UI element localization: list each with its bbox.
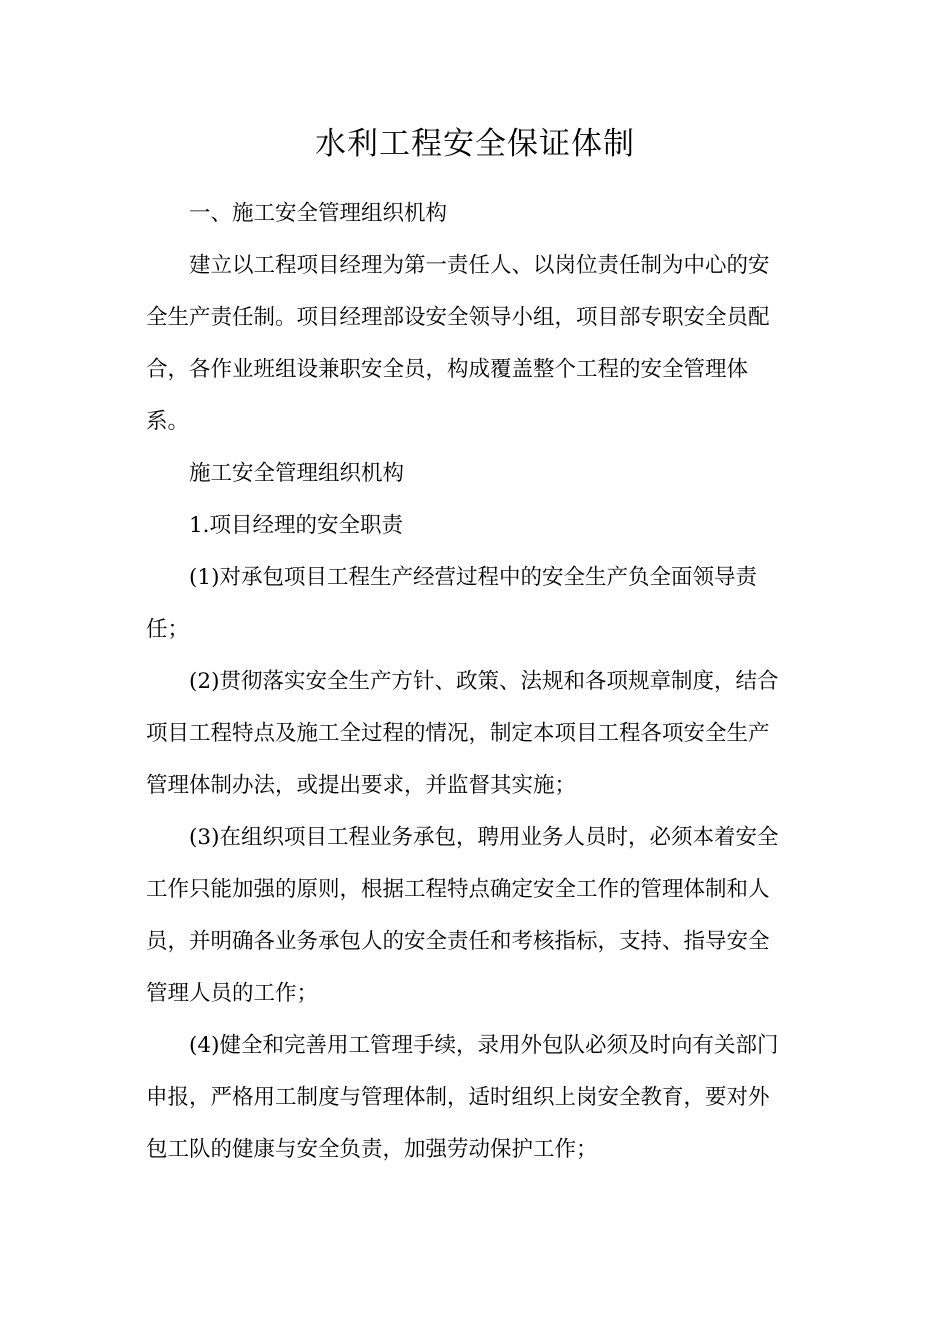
text-line: 项目工程特点及施工全过程的情况，制定本项目工程各项安全生产	[146, 721, 770, 746]
text-line: 任；	[146, 617, 190, 642]
list-item	[146, 1020, 806, 1176]
body-paragraph	[146, 240, 806, 448]
list-item	[146, 812, 806, 1020]
text-line: 1.项目经理的安全职责	[189, 513, 404, 538]
text-line: 管理人员的工作；	[146, 981, 319, 1006]
text-line: 工作只能加强的原则，根据工程特点确定安全工作的管理体制和人	[146, 877, 770, 902]
text-line: 一、施工安全管理组织机构	[189, 201, 448, 226]
list-item	[146, 656, 806, 812]
text-line: 管理体制办法，或提出要求，并监督其实施；	[146, 773, 577, 798]
text-line: 建立以工程项目经理为第一责任人、以岗位责任制为中心的安	[189, 253, 770, 278]
list-item	[146, 552, 806, 656]
body-paragraph	[146, 448, 806, 500]
document-title: 水利工程安全保证体制	[315, 126, 635, 162]
text-line: (1)对承包项目工程生产经营过程中的安全生产负全面领导责	[189, 565, 757, 590]
text-line: (2)贯彻落实安全生产方针、政策、法规和各项规章制度，结合	[189, 669, 779, 694]
text-line: 员，并明确各业务承包人的安全责任和考核指标，支持、指导安全	[146, 929, 770, 954]
text-line: 系。	[146, 409, 190, 434]
text-line: 施工安全管理组织机构	[189, 461, 405, 486]
text-line: (4)健全和完善用工管理手续，录用外包队必须及时向有关部门	[189, 1033, 779, 1058]
document-body	[146, 188, 806, 1176]
text-line: 合，各作业班组设兼职安全员，构成覆盖整个工程的安全管理体	[146, 357, 749, 382]
text-line: 包工队的健康与安全负责，加强劳动保护工作；	[146, 1137, 598, 1162]
text-line: 全生产责任制。项目经理部设安全领导小组，项目部专职安全员配	[146, 305, 770, 330]
section-heading	[146, 188, 806, 240]
text-line: 申报，严格用工制度与管理体制，适时组织上岗安全教育，要对外	[146, 1085, 770, 1110]
text-line: (3)在组织项目工程业务承包，聘用业务人员时，必须本着安全	[189, 825, 779, 850]
subheading	[146, 500, 806, 552]
